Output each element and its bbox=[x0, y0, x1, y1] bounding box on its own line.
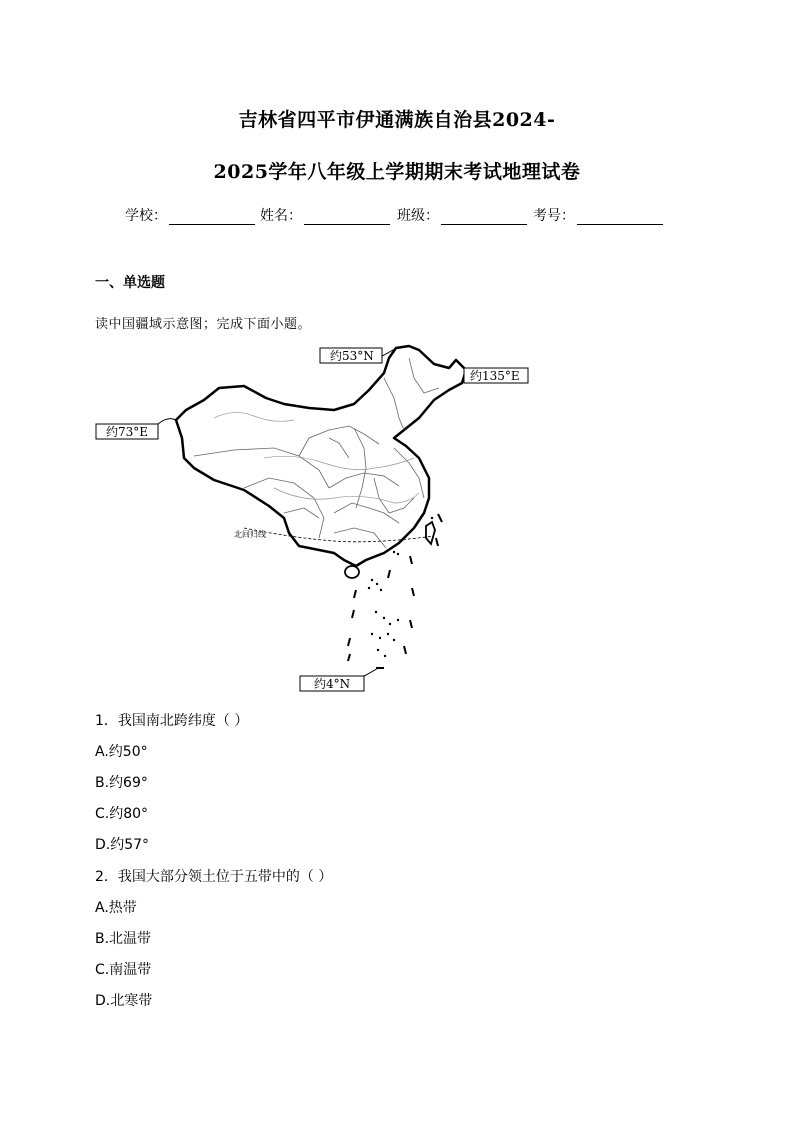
question-2-option-c[interactable]: C.南温带 bbox=[95, 962, 152, 978]
title-line-2: 2025学年八年级上学期期末考试地理试卷 bbox=[213, 161, 581, 183]
china-territory-map bbox=[94, 338, 534, 698]
question-2-option-b[interactable]: B.北温带 bbox=[95, 931, 152, 947]
label-north-text: 约53°N bbox=[330, 349, 374, 363]
tropic-label: 北回归线 bbox=[234, 530, 266, 539]
name-blank[interactable] bbox=[304, 209, 390, 225]
exam-number-label: 考号： bbox=[533, 208, 575, 224]
class-label: 班级： bbox=[397, 208, 439, 224]
taiwan-island bbox=[426, 522, 435, 544]
label-north bbox=[320, 348, 396, 363]
school-field[interactable] bbox=[125, 205, 255, 225]
exam-number-field[interactable] bbox=[533, 205, 663, 225]
label-south-text: 约4°N bbox=[314, 677, 351, 691]
label-west bbox=[96, 419, 176, 439]
question-2-option-a[interactable]: A.热带 bbox=[95, 900, 137, 916]
china-outline bbox=[176, 346, 466, 566]
question-1-stem: 1．我国南北跨纬度（ ） bbox=[95, 713, 249, 729]
question-2-option-d[interactable]: D.北寒带 bbox=[95, 993, 153, 1009]
name-label: 姓名： bbox=[260, 208, 302, 224]
label-east-text: 约135°E bbox=[470, 369, 520, 383]
school-label: 学校： bbox=[125, 208, 167, 224]
section-heading: 一、单选题 bbox=[95, 275, 165, 291]
exam-number-blank[interactable] bbox=[577, 209, 663, 225]
hainan-island bbox=[345, 566, 359, 578]
title-line-1: 吉林省四平市伊通满族自治县2024- bbox=[238, 109, 556, 131]
class-blank[interactable] bbox=[441, 209, 527, 225]
instruction-text: 读中国疆域示意图；完成下面小题。 bbox=[95, 317, 312, 332]
name-field[interactable] bbox=[260, 205, 390, 225]
label-east bbox=[456, 360, 528, 383]
question-1-option-a[interactable]: A.约50° bbox=[95, 744, 148, 760]
question-1-option-c[interactable]: C.约80° bbox=[95, 806, 149, 822]
label-west-text: 约73°E bbox=[106, 425, 149, 439]
class-field[interactable] bbox=[397, 205, 527, 225]
question-1-option-d[interactable]: D.约57° bbox=[95, 837, 150, 853]
question-1-option-b[interactable]: B.约69° bbox=[95, 775, 148, 791]
label-south bbox=[300, 668, 378, 691]
school-blank[interactable] bbox=[169, 209, 255, 225]
question-2-stem: 2．我国大部分领土位于五带中的（ ） bbox=[95, 869, 333, 885]
